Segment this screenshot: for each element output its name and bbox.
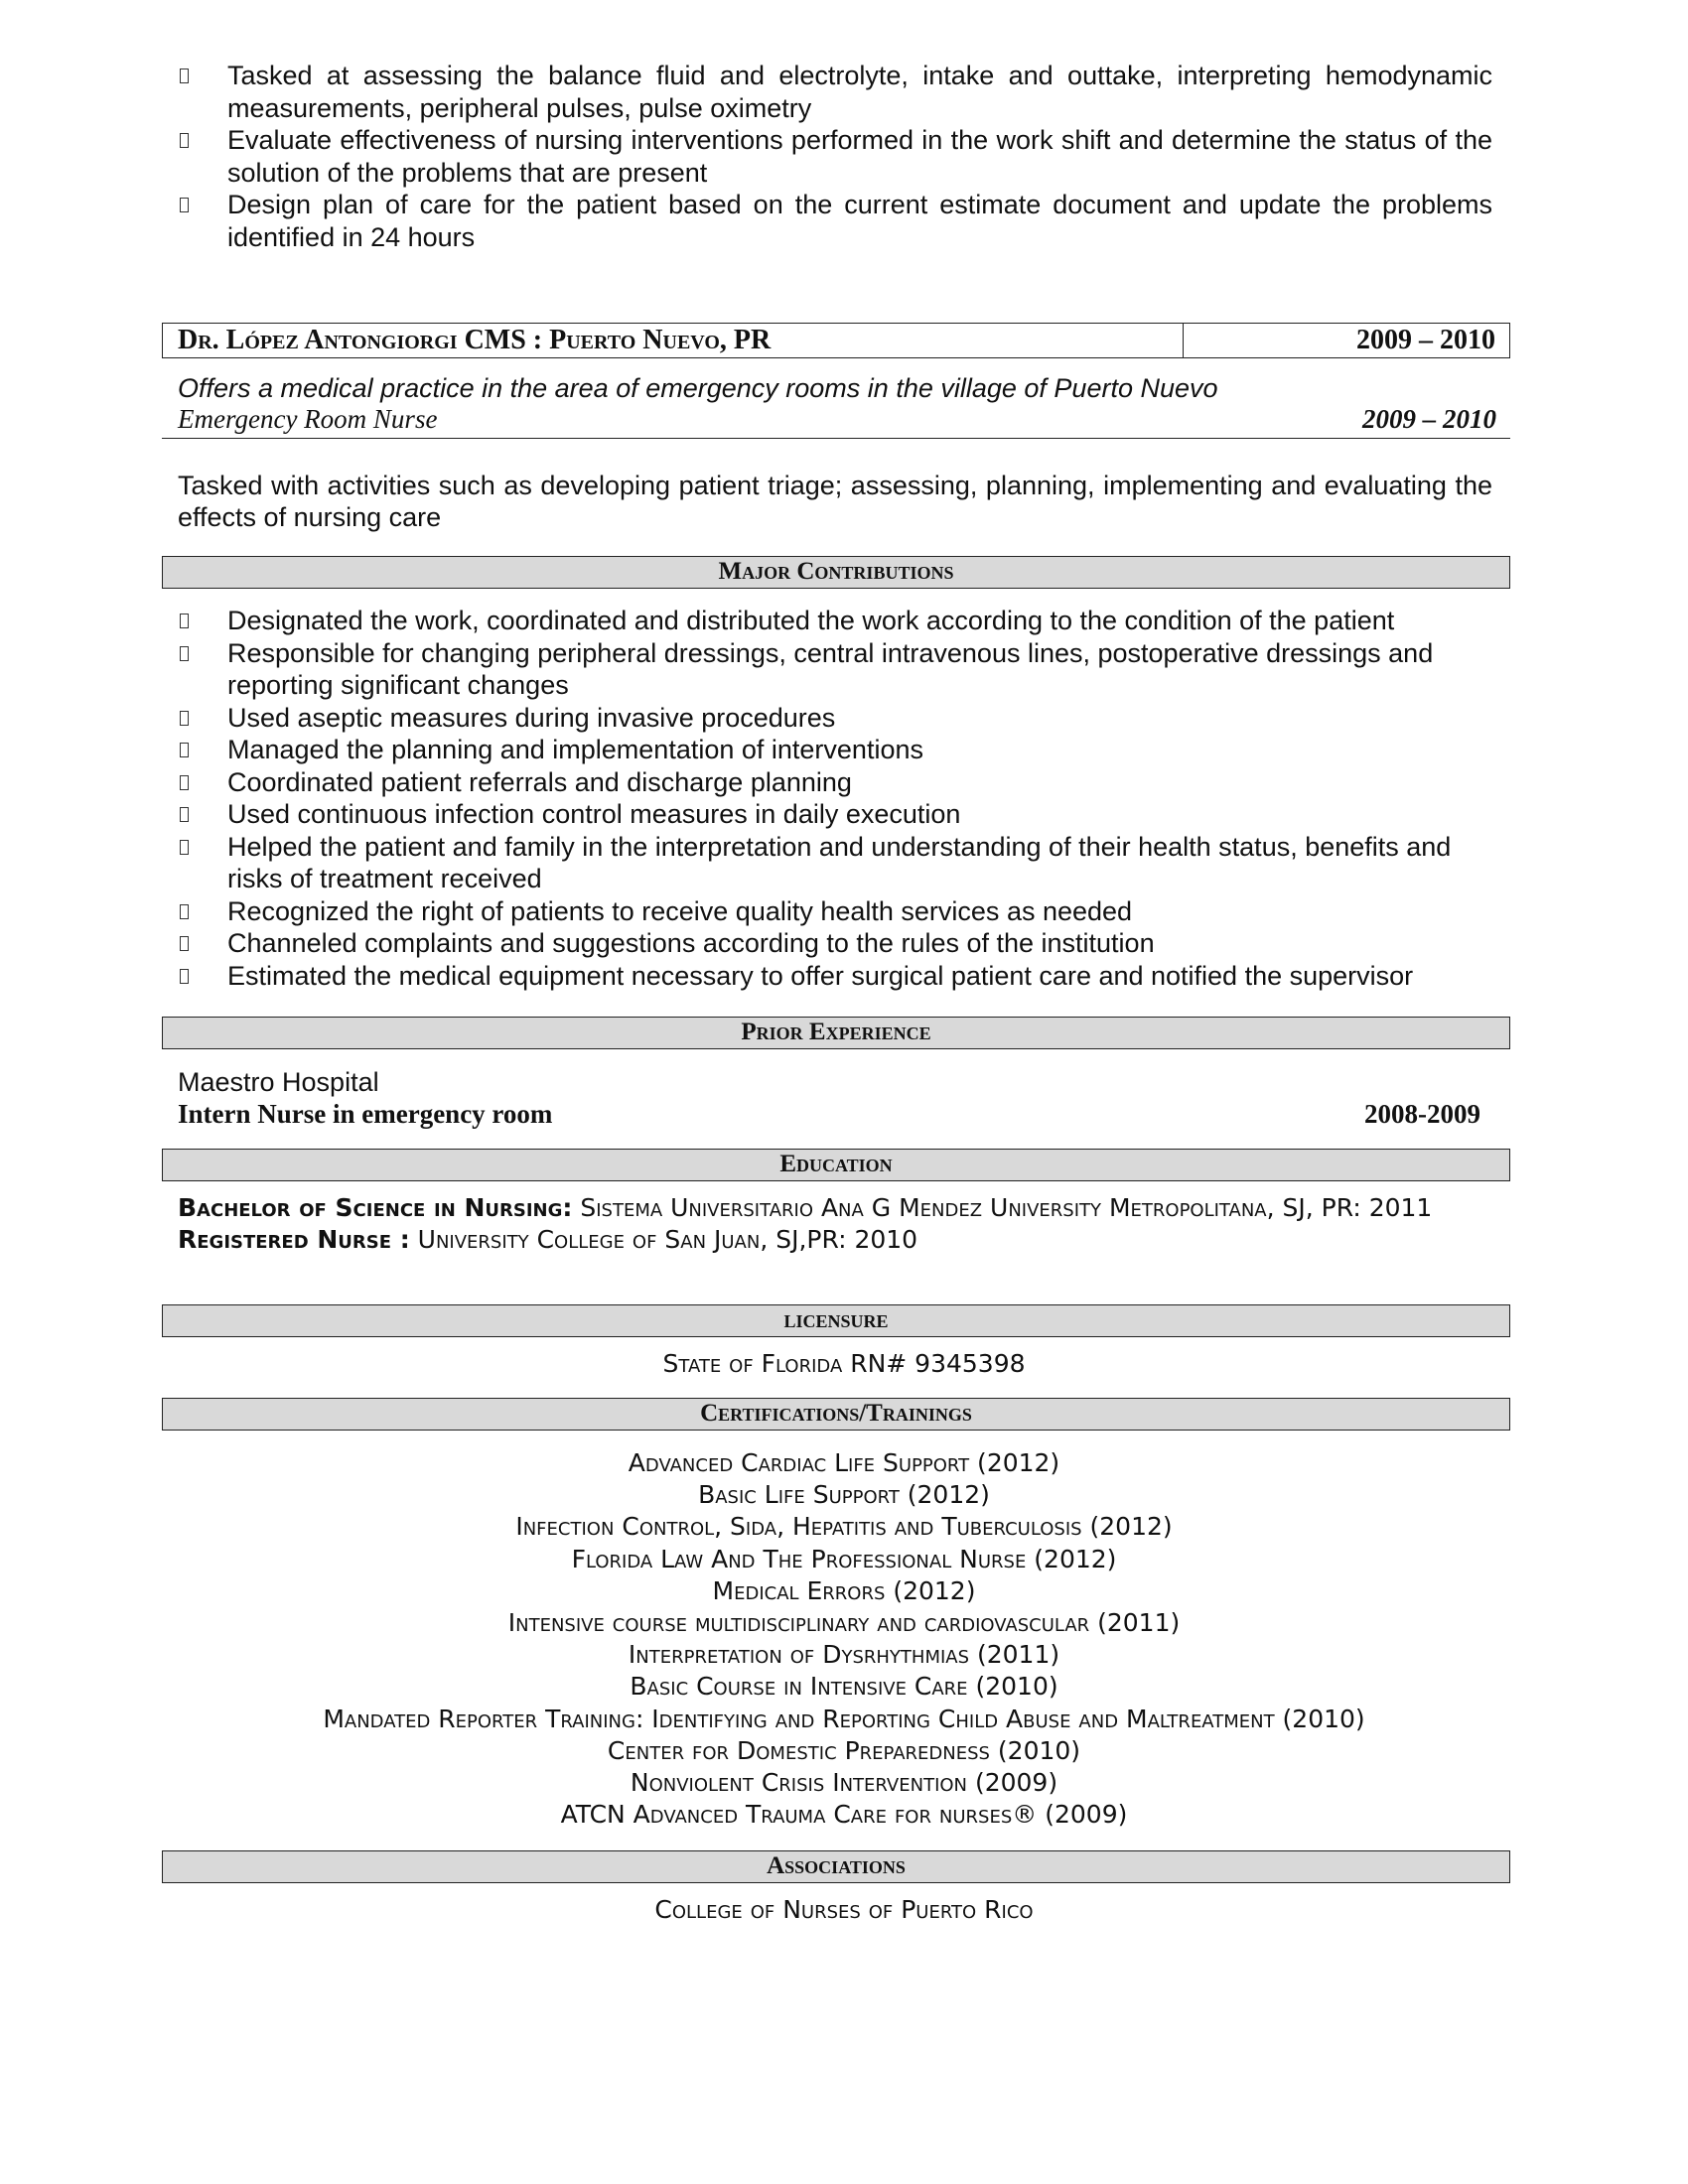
role-dates: 2009 – 2010 xyxy=(1362,404,1496,434)
bullet-text: Designated the work, coordinated and distributed the work according to the condition of the patient xyxy=(227,606,1395,635)
list-item xyxy=(180,124,1492,189)
section-header-major-contributions: Major Contributions xyxy=(162,556,1510,589)
list-item xyxy=(180,960,1492,993)
section-header-education: Education xyxy=(162,1149,1510,1181)
bullet-text: Recognized the right of patients to receive quality health services as needed xyxy=(227,895,1133,926)
certification-item: Infection Control, Sida, Hepatitis and Tuberculosis (2012) xyxy=(515,1512,1173,1542)
role-title: Emergency Room Nurse xyxy=(178,404,438,434)
bullet-text: Estimated the medical equipment necessary to offer surgical patient care and notified the supervisor xyxy=(227,960,1414,991)
bullet-text: Used continuous infection control measures in daily execution xyxy=(227,799,961,829)
list-item xyxy=(180,895,1492,928)
contributions-list xyxy=(180,605,1492,992)
role-block xyxy=(162,372,1510,439)
bullet-text: Used aseptic measures during invasive procedures xyxy=(227,702,836,733)
list-item xyxy=(180,927,1492,960)
bullet-text: Managed the planning and implementation of interventions xyxy=(227,735,923,764)
licensure-text: State of Florida RN# 9345398 xyxy=(662,1349,1026,1378)
list-item xyxy=(180,605,1492,637)
list-item xyxy=(180,766,1492,799)
certification-item: Interpretation of Dysrhythmias (2011) xyxy=(628,1640,1060,1670)
section-header-certifications: Certifications/Trainings xyxy=(162,1398,1510,1431)
bullet-icon xyxy=(180,807,189,822)
certification-item: Medical Errors (2012) xyxy=(712,1575,976,1605)
certification-item: Center for Domestic Preparedness (2010) xyxy=(607,1735,1081,1765)
section-header-associations: Associations xyxy=(162,1850,1510,1883)
bullet-text: Coordinated patient referrals and discharge planning xyxy=(227,766,852,797)
employer-name: Dr. López Antongiorgi CMS : Puerto Nuevo, PR xyxy=(163,324,1184,357)
degree1-text: Sistema Universitario Ana G Mendez University Metropolitana, SJ, PR: 2011 xyxy=(572,1193,1433,1222)
certification-item: Nonviolent Crisis Intervention (2009) xyxy=(630,1768,1058,1798)
certification-item: Basic Course in Intensive Care (2010) xyxy=(630,1672,1058,1702)
bullet-text: Responsible for changing peripheral dressings, central intravenous lines, postoperative dressings and reporting significant changes xyxy=(227,637,1434,700)
prior-employer: Maestro Hospital xyxy=(178,1067,379,1097)
bullet-text: Design plan of care for the patient based on the current estimate document and update the problems identified in 24 hours xyxy=(227,190,1492,252)
list-item xyxy=(180,60,1492,124)
list-item xyxy=(180,702,1492,735)
bullet-text: Evaluate effectiveness of nursing interventions performed in the work shift and determine the status of the solution of the problems that are present xyxy=(227,125,1492,188)
bullet-icon xyxy=(180,840,189,855)
certification-item: Basic Life Support (2012) xyxy=(698,1480,990,1510)
section-header-licensure: licensure xyxy=(162,1304,1510,1337)
bullet-text: Channeled complaints and suggestions according to the rules of the institution xyxy=(227,928,1155,958)
bullet-icon xyxy=(180,743,189,757)
bullet-icon xyxy=(180,969,189,984)
employer-header xyxy=(162,323,1510,358)
certifications-list xyxy=(0,1447,1688,1831)
prior-role: Intern Nurse in emergency room xyxy=(178,1099,553,1129)
list-item xyxy=(180,637,1492,702)
bullet-icon xyxy=(180,936,189,951)
bullet-icon xyxy=(180,775,189,790)
bullet-icon xyxy=(180,646,189,661)
list-item xyxy=(180,734,1492,766)
bullet-text: Tasked at assessing the balance fluid and electrolyte, intake and outtake, interpreting hemodynamic measurements, peripheral pulses, pulse oximetry xyxy=(227,61,1492,123)
certification-item: ATCN Advanced Trauma Care for nurses® (2009) xyxy=(560,1800,1128,1830)
bullet-icon xyxy=(180,198,189,212)
degree2-label: Registered Nurse : xyxy=(178,1225,410,1254)
education-entry xyxy=(178,1192,1498,1256)
role-summary: Tasked with activities such as developing patient triage; assessing, planning, implementing and evaluating the effects of nursing care xyxy=(178,471,1492,532)
bullet-icon xyxy=(180,904,189,919)
bullet-icon xyxy=(180,614,189,628)
bullet-text: Helped the patient and family in the interpretation and understanding of their health status, benefits and risks of treatment received xyxy=(227,831,1452,893)
duties-list xyxy=(180,60,1492,253)
employer-dates: 2009 – 2010 xyxy=(1356,325,1495,355)
prior-dates: 2008-2009 xyxy=(1364,1099,1480,1129)
list-item xyxy=(180,831,1492,895)
list-item xyxy=(180,189,1492,253)
employer-description: Offers a medical practice in the area of emergency rooms in the village of Puerto Nuevo xyxy=(178,373,1218,403)
certification-item: Advanced Cardiac Life Support (2012) xyxy=(628,1448,1060,1477)
degree2-text: University College of San Juan, SJ,PR: 2010 xyxy=(409,1225,918,1254)
bullet-icon xyxy=(180,711,189,726)
list-item xyxy=(180,798,1492,831)
degree1-label: Bachelor of Science in Nursing: xyxy=(178,1193,573,1222)
section-header-prior-experience: Prior Experience xyxy=(162,1017,1510,1049)
certification-item: Mandated Reporter Training: Identifying and Reporting Child Abuse and Maltreatment (2010) xyxy=(323,1704,1365,1733)
certification-item: Florida Law And The Professional Nurse (2012) xyxy=(571,1544,1117,1573)
bullet-icon xyxy=(180,68,189,83)
bullet-icon xyxy=(180,133,189,148)
certification-item: Intensive course multidisciplinary and cardiovascular (2011) xyxy=(507,1608,1181,1638)
associations-text: College of Nurses of Puerto Rico xyxy=(654,1895,1034,1924)
